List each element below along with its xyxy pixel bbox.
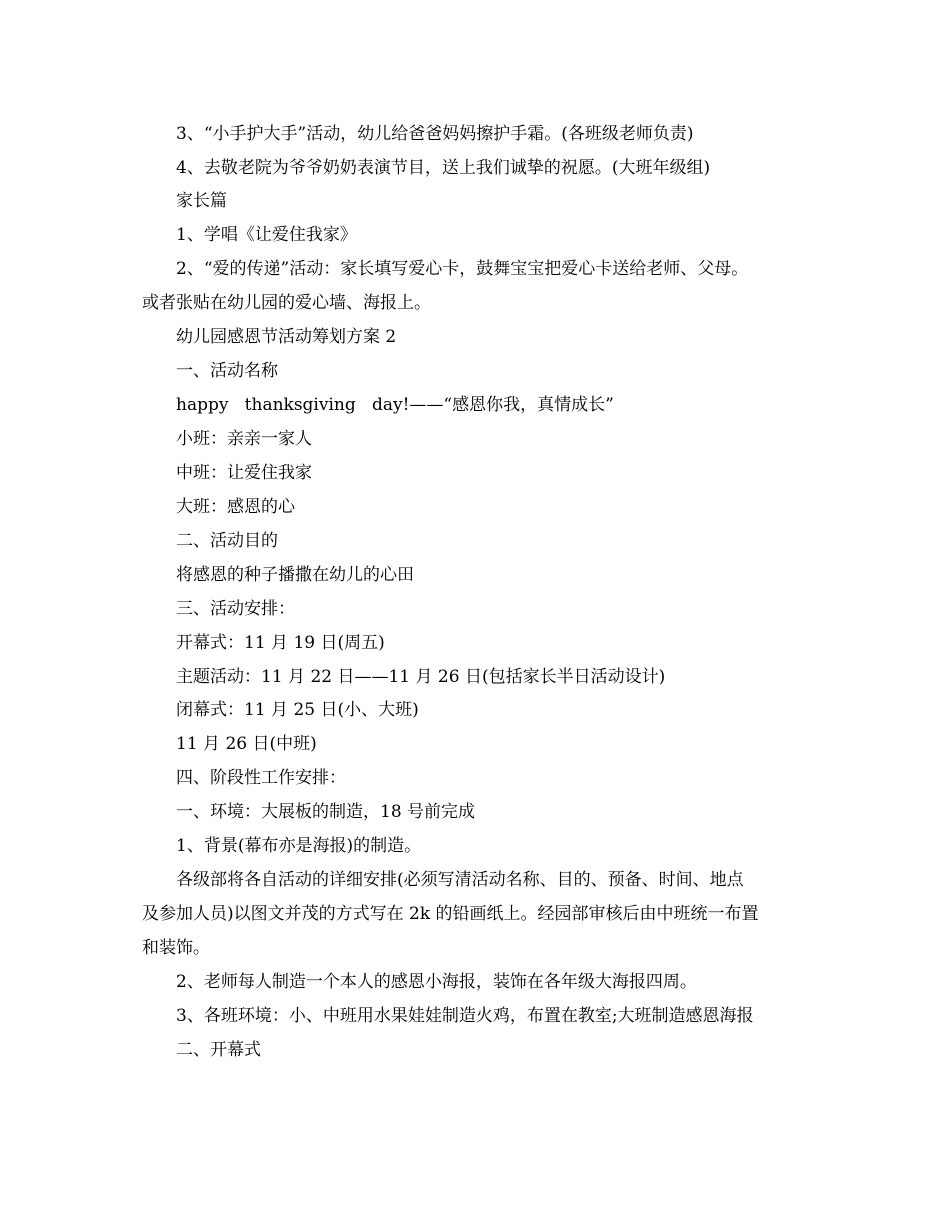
section-heading: 家长篇 [176, 191, 227, 211]
document-subtitle: 幼儿园感恩节活动筹划方案 2 [176, 327, 397, 347]
paragraph-line: 1、学唱《让爱住我家》 [176, 225, 357, 245]
paragraph-line: 中班：让爱住我家 [176, 463, 312, 483]
paragraph-line: 及参加人员)以图文并茂的方式写在 2k 的铅画纸上。经园部审核后由中班统一布置 [142, 904, 759, 924]
paragraph-line: 将感恩的种子播撒在幼儿的心田 [176, 565, 414, 585]
paragraph-line: 11 月 26 日(中班) [176, 734, 317, 754]
paragraph-line: 和装饰。 [142, 938, 210, 958]
paragraph-line: 3、各班环境：小、中班用水果娃娃制造火鸡，布置在教室;大班制造感恩海报 [176, 1006, 754, 1026]
paragraph-line: 大班：感恩的心 [176, 497, 295, 517]
paragraph-line: happy thanksgiving day!——“感恩你我，真情成长” [176, 395, 614, 415]
section-heading: 四、阶段性工作安排： [176, 768, 346, 788]
paragraph-line: 主题活动：11 月 22 日——11 月 26 日(包括家长半日活动设计) [176, 667, 666, 687]
paragraph-line: 3、“小手护大手”活动，幼儿给爸爸妈妈擦护手霜。(各班级老师负责) [176, 124, 694, 144]
paragraph-line: 开幕式：11 月 19 日(周五) [176, 633, 385, 653]
section-heading: 二、开幕式 [176, 1040, 261, 1060]
section-heading: 二、活动目的 [176, 531, 278, 551]
paragraph-line: 各级部将各自活动的详细安排(必须写清活动名称、目的、预备、时间、地点 [176, 870, 744, 890]
paragraph-line: 2、老师每人制造一个本人的感恩小海报，装饰在各年级大海报四周。 [176, 972, 697, 992]
paragraph-line: 闭幕式：11 月 25 日(小、大班) [176, 700, 419, 720]
paragraph-line: 小班：亲亲一家人 [176, 429, 312, 449]
paragraph-line: 或者张贴在幼儿园的爱心墙、海报上。 [142, 293, 431, 313]
section-heading: 一、活动名称 [176, 361, 278, 381]
section-heading: 三、活动安排： [176, 599, 295, 619]
paragraph-line: 一、环境：大展板的制造，18 号前完成 [176, 802, 476, 822]
paragraph-line: 2、“爱的传递”活动：家长填写爱心卡，鼓舞宝宝把爱心卡送给老师、父母。 [176, 259, 749, 279]
paragraph-line: 1、背景(幕布亦是海报)的制造。 [176, 836, 422, 856]
paragraph-line: 4、去敬老院为爷爷奶奶表演节目，送上我们诚挚的祝愿。(大班年级组) [176, 158, 711, 178]
